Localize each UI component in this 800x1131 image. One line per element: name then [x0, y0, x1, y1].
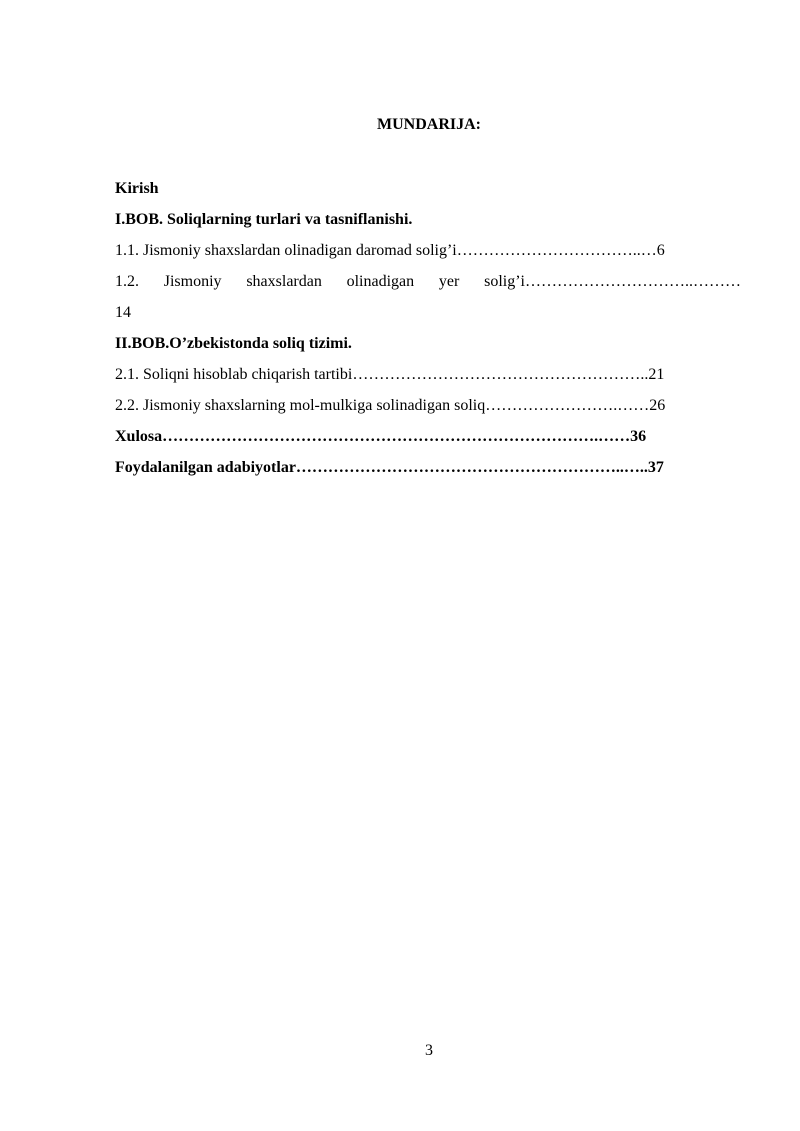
table-of-contents: [115, 178, 741, 488]
toc-entry-chapter-1: I.BOB. Soliqlarning turlari va tasniflanishi.: [115, 211, 413, 228]
toc-entry-chapter-2: II.BOB.O’zbekistonda soliq tizimi.: [115, 335, 352, 352]
toc-entry-1-1: 1.1. Jismoniy shaxslardan olinadigan daromad solig’i……………………………..…6: [115, 242, 665, 259]
page-number: 3: [425, 1042, 433, 1059]
toc-entry-1-2-page: 14: [115, 304, 131, 321]
toc-entry-2-1: 2.1. Soliqni hisoblab chiqarish tartibi………………………………………………..21: [115, 366, 665, 383]
toc-entry-xulosa: Xulosa……………………………………………………………………….……36: [115, 428, 647, 445]
toc-entry-1-2: 1.2. Jismoniy shaxslardan olinadigan yer solig’i…………………………..………: [115, 273, 741, 290]
toc-entry-references: Foydalanilgan adabiyotlar……………………………………………………..…..37: [115, 459, 664, 476]
toc-entry-kirish: Kirish: [115, 180, 159, 197]
toc-title: MUNDARIJA:: [377, 116, 481, 133]
toc-entry-2-2: 2.2. Jismoniy shaxslarning mol-mulkiga solinadigan soliq…………………….……26: [115, 397, 666, 414]
